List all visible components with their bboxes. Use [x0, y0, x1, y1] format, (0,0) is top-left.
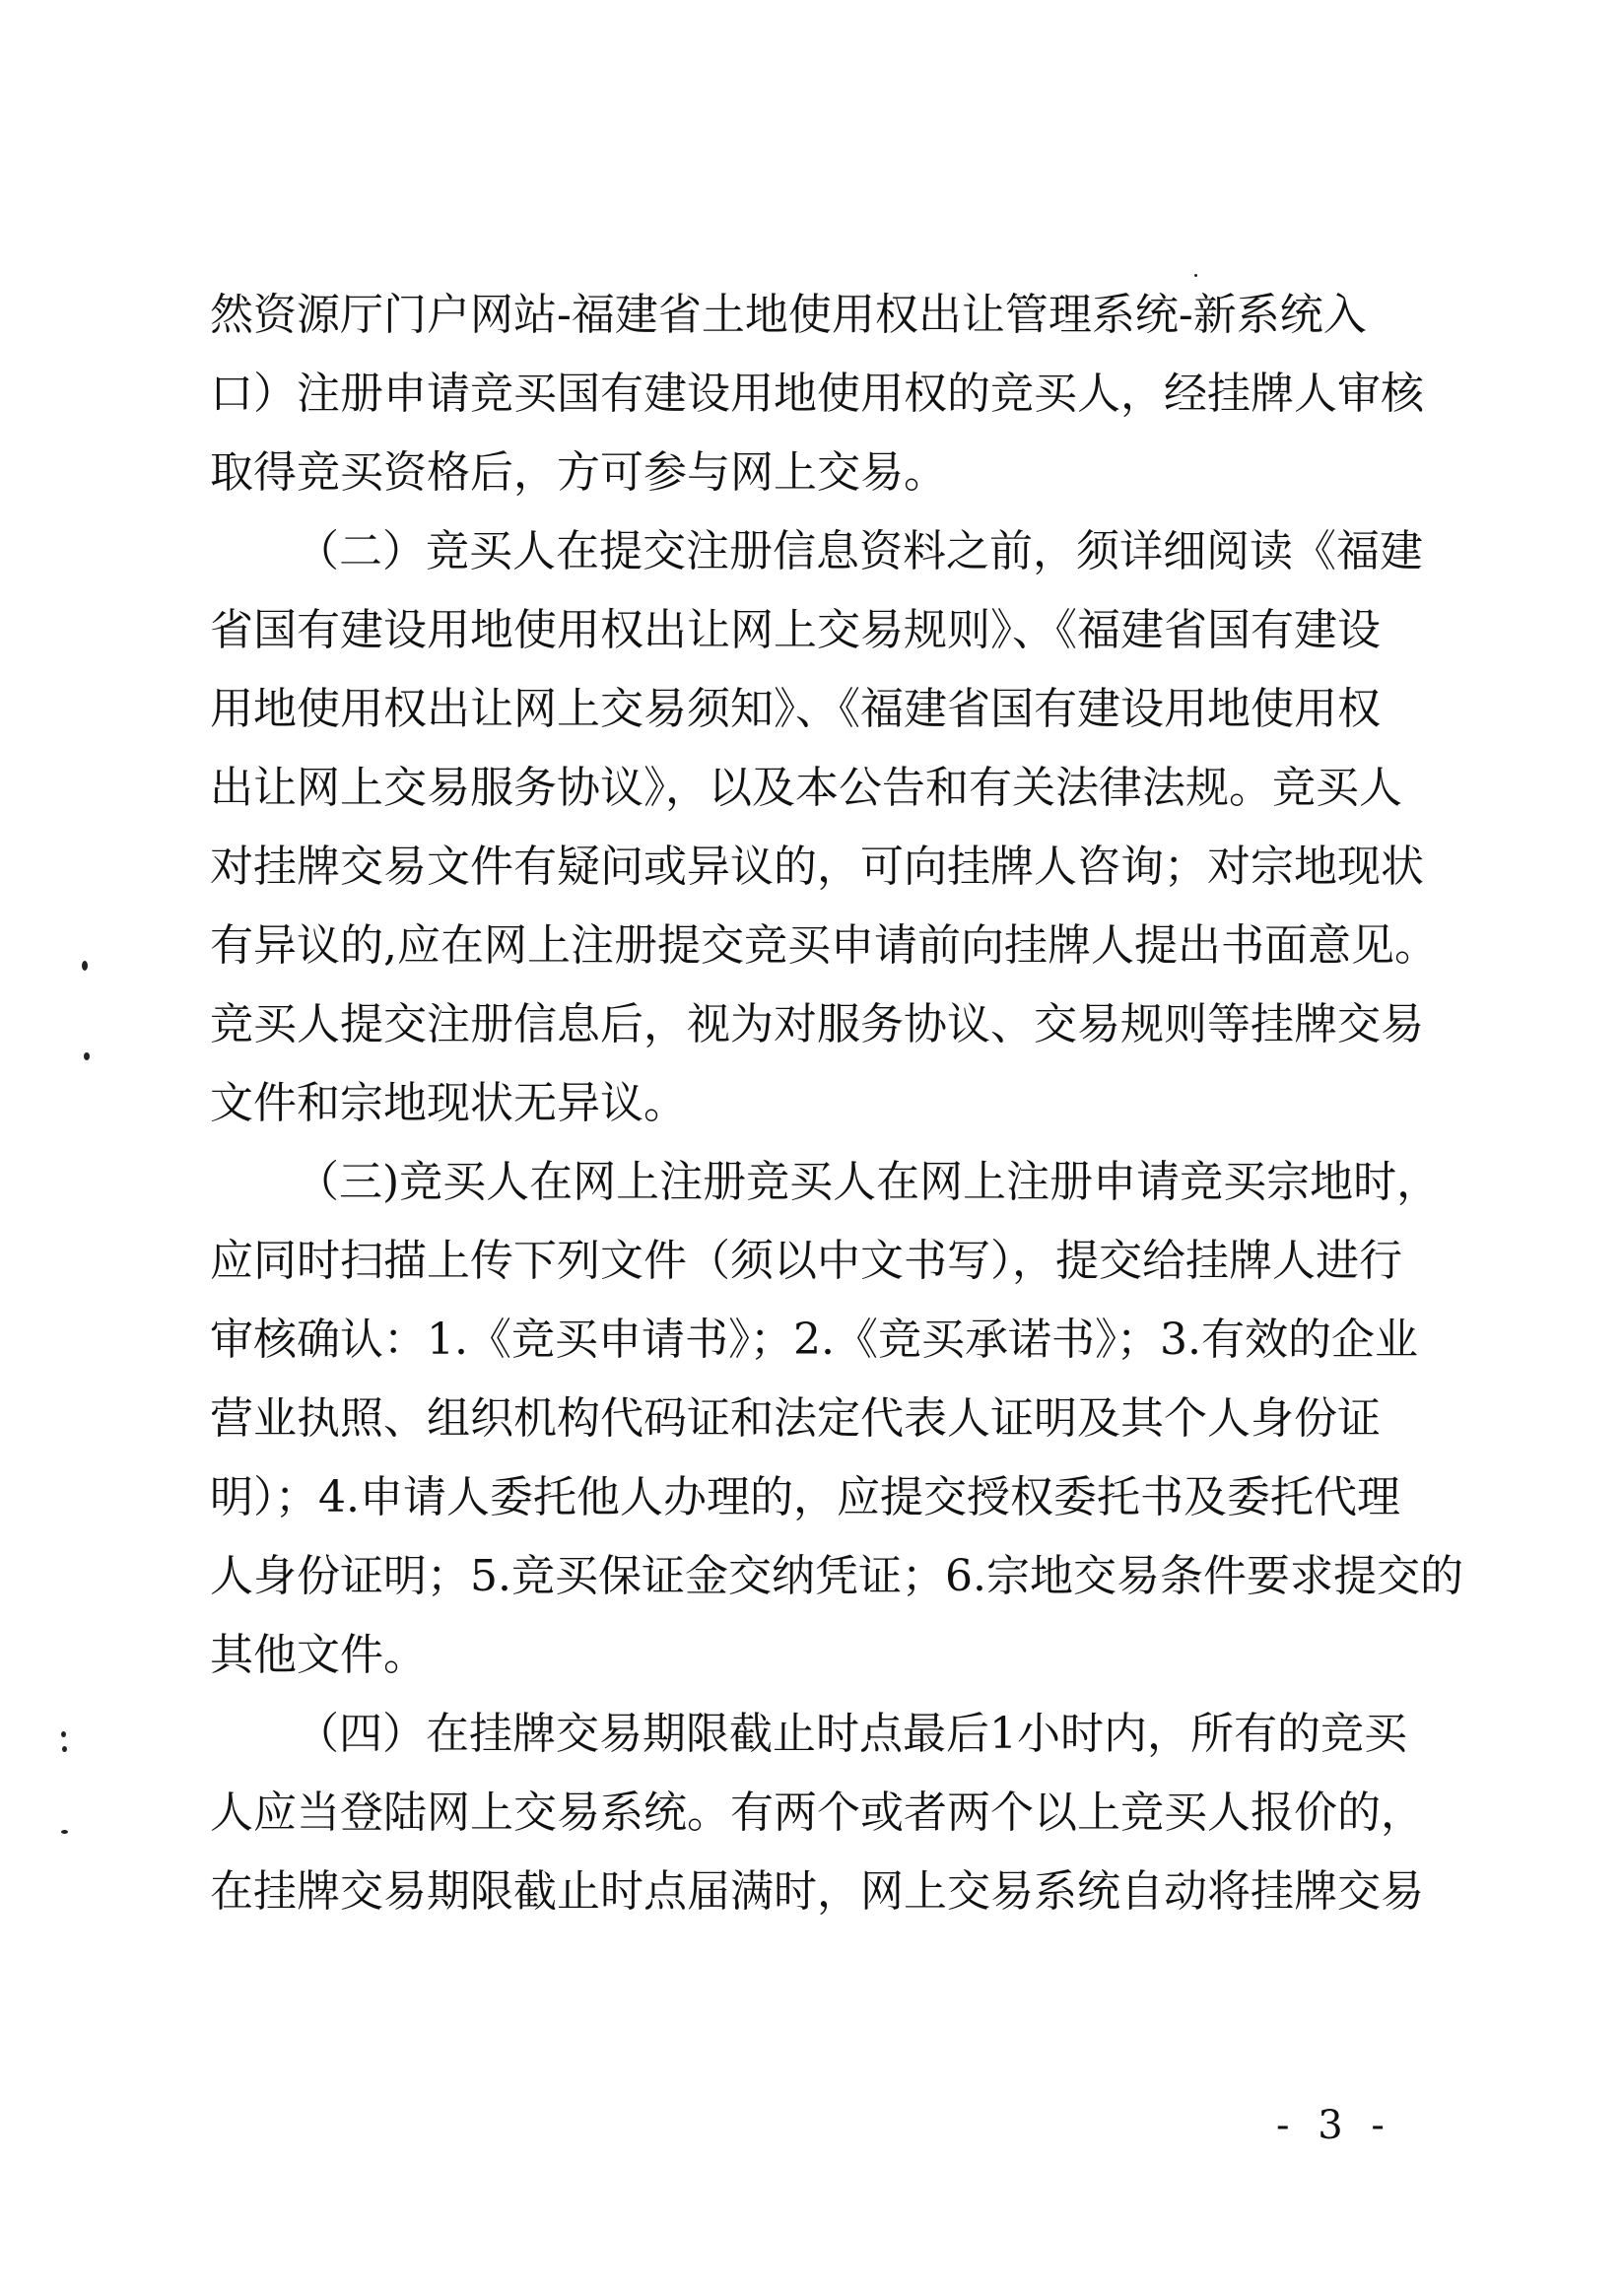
scan-speck — [62, 1746, 67, 1752]
scan-speck — [1194, 274, 1197, 277]
text-line: 取得竞买资格后，方可参与网上交易。 — [210, 447, 947, 498]
text-line: 用地使用权出让网上交易须知》、《福建省国有建设用地使用权 — [210, 684, 1381, 734]
scan-speck — [61, 1830, 68, 1834]
text-line: 应同时扫描上传下列文件（须以中文书写），提交给挂牌人进行 — [210, 1236, 1402, 1286]
text-line: 口）注册申请竞买国有建设用地使用权的竞买人，经挂牌人审核 — [210, 369, 1424, 419]
paragraph-4-start: （四）在挂牌交易期限截止时点最后1小时内，所有的竞买 — [296, 1709, 1407, 1759]
text-line: 出让网上交易服务协议》，以及本公告和有关法律法规。竞买人 — [210, 763, 1402, 813]
text-line: 对挂牌交易文件有疑问或异议的，可向挂牌人咨询；对宗地现状 — [210, 842, 1424, 892]
text-line: 营业执照、组织机构代码证和法定代表人证明及其个人身份证 — [210, 1393, 1381, 1444]
text-line: 人身份证明；5.竞买保证金交纳凭证；6.宗地交易条件要求提交的 — [210, 1551, 1463, 1601]
text-line: 文件和宗地现状无异议。 — [210, 1078, 687, 1128]
text-line: 人应当登陆网上交易系统。有两个或者两个以上竞买人报价的， — [210, 1788, 1424, 1838]
text-line: 省国有建设用地使用权出让网上交易规则》、《福建省国有建设 — [210, 605, 1381, 655]
text-line: 其他文件。 — [210, 1630, 427, 1680]
page-number: - 3 - — [1276, 2103, 1392, 2148]
text-line: 有异议的,应在网上注册提交竞买申请前向挂牌人提出书面意见。 — [210, 920, 1438, 971]
scan-speck — [84, 1052, 90, 1060]
text-line: 审核确认：1.《竞买申请书》；2.《竞买承诺书》；3.有效的企业 — [210, 1315, 1418, 1365]
scan-speck — [61, 1731, 66, 1737]
paragraph-3-start: （三)竞买人在网上注册竞买人在网上注册申请竞买宗地时， — [296, 1157, 1441, 1207]
paragraph-2-start: （二）竞买人在提交注册信息资料之前，须详细阅读《福建 — [296, 526, 1423, 576]
text-line: 明）；4.申请人委托他人办理的，应提交授权委托书及委托代理 — [210, 1472, 1400, 1522]
text-line: 然资源厅门户网站-福建省土地使用权出让管理系统-新系统入 — [210, 290, 1367, 340]
scan-speck — [82, 961, 88, 971]
text-line: 竞买人提交注册信息后，视为对服务协议、交易规则等挂牌交易 — [210, 999, 1424, 1049]
text-line: 在挂牌交易期限截止时点届满时，网上交易系统自动将挂牌交易 — [210, 1866, 1424, 1917]
